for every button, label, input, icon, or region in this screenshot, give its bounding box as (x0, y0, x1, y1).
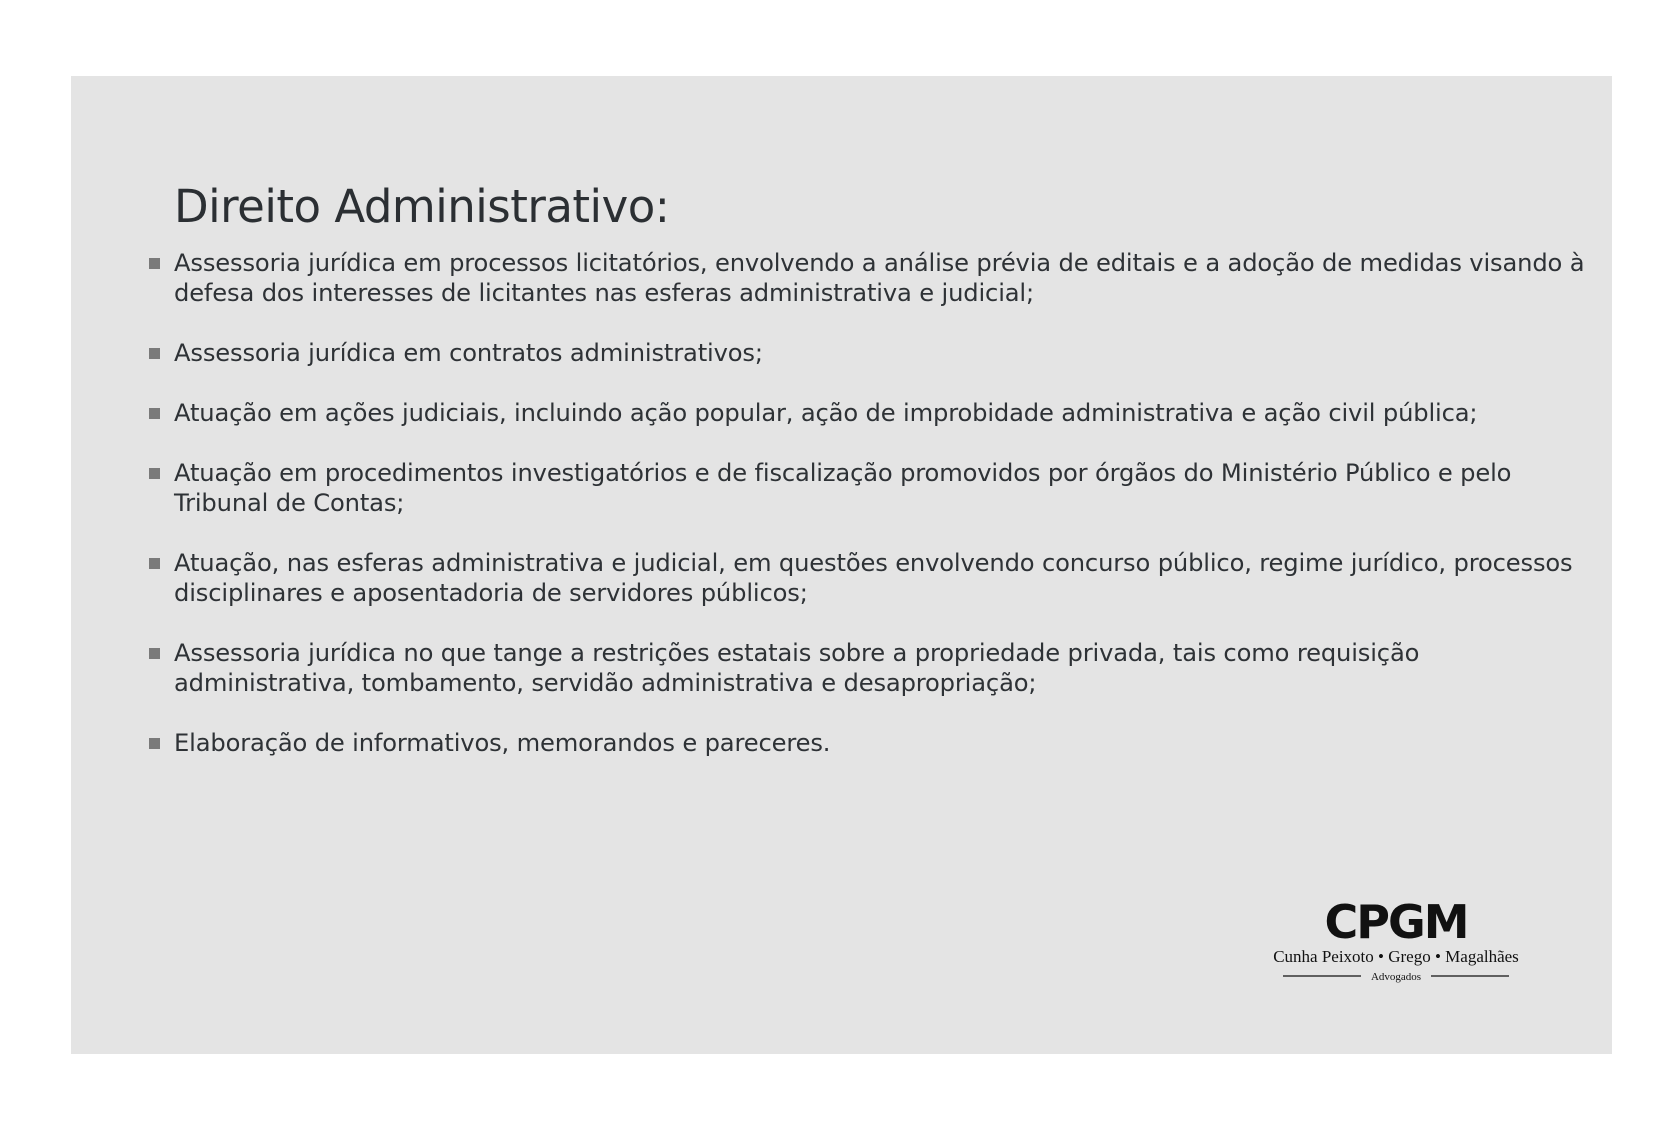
logo-mark: CPGM (1324, 896, 1468, 949)
square-bullet-icon (149, 408, 160, 419)
page-title: Direito Administrativo: (174, 180, 670, 233)
list-item-text: Assessoria jurídica no que tange a restrições estatais sobre a propriedade privada, tais como requisição administrativa, tombamento, servidão administrativa e desapropriação; (174, 639, 1420, 697)
list-item (149, 338, 1589, 368)
list-item-text: Assessoria jurídica em contratos administrativos; (174, 339, 763, 367)
logo-subtitle: Advogados (1370, 971, 1422, 983)
list-item-text: Atuação em procedimentos investigatórios e de fiscalização promovidos por órgãos do Ministério Público e pelo Tribunal de Contas; (174, 459, 1512, 517)
square-bullet-icon (149, 648, 160, 659)
square-bullet-icon (149, 468, 160, 479)
slide (71, 76, 1612, 1054)
firm-logo (1261, 896, 1531, 986)
service-list (149, 248, 1589, 788)
square-bullet-icon (149, 348, 160, 359)
list-item-text: Assessoria jurídica em processos licitatórios, envolvendo a análise prévia de editais e a adoção de medidas visando à defesa dos interesses de licitantes nas esferas administrativa e judicial; (174, 249, 1585, 307)
list-item (149, 638, 1589, 698)
list-item-text: Elaboração de informativos, memorandos e pareceres. (174, 729, 831, 757)
list-item (149, 398, 1589, 428)
square-bullet-icon (149, 558, 160, 569)
firm-logo-graphic (1261, 896, 1531, 986)
square-bullet-icon (149, 738, 160, 749)
list-item (149, 458, 1589, 518)
logo-firm-name: Cunha Peixoto • Grego • Magalhães (1273, 947, 1519, 966)
list-item-text: Atuação, nas esferas administrativa e judicial, em questões envolvendo concurso público, regime jurídico, processos disciplinares e aposentadoria de servidores públicos; (174, 549, 1573, 607)
square-bullet-icon (149, 258, 160, 269)
list-item (149, 728, 1589, 758)
list-item-text: Atuação em ações judiciais, incluindo ação popular, ação de improbidade administrativa e ação civil pública; (174, 399, 1478, 427)
list-item (149, 548, 1589, 608)
list-item (149, 248, 1589, 308)
